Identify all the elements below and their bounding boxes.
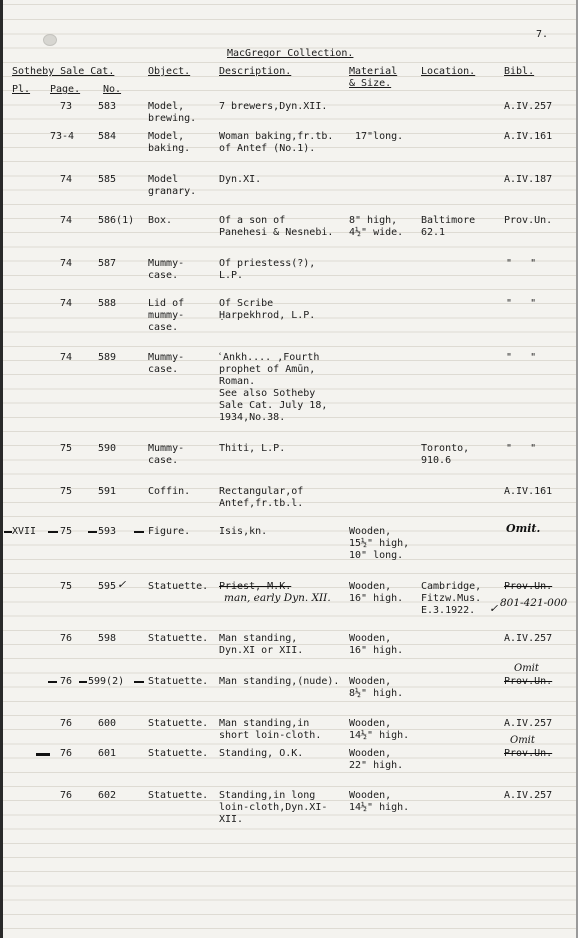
cell-description-struck: Priest, M.K. [219,581,292,592]
cell-material: Wooden, [349,526,392,537]
header-sotheby: Sotheby Sale Cat. [12,66,115,77]
cell-no: 587 [98,258,117,269]
cell-object: Statuette. [148,790,209,801]
cell-description: Ḥarpekhrod, L.P. [219,310,316,321]
cell-page: 75 [60,443,73,454]
cell-material: 16" high. [349,645,404,656]
cell-no: 586(1) [98,215,135,226]
strike-dash [4,531,12,533]
cell-object: Model, [148,101,185,112]
cell-location: Cambridge, [421,581,482,592]
cell-object: Mummy- [148,258,185,269]
cell-object: case. [148,455,179,466]
cell-description: Standing, O.K. [219,748,304,759]
cell-no: 589 [98,352,117,363]
cell-description: Sale Cat. July 18, [219,400,328,411]
strike-dash [134,531,144,533]
cell-no: 595 [98,581,117,592]
page-number: 7. [536,29,549,40]
cell-object: baking. [148,143,191,154]
cell-object: brewing. [148,113,197,124]
cell-material: 22" high. [349,760,404,771]
cell-description: Rectangular,of [219,486,304,497]
cell-material: Wooden, [349,718,392,729]
strike-dash [48,531,58,533]
strike-dash [48,681,57,683]
cell-description: Man standing,in [219,718,310,729]
cell-page: 76 [60,748,73,759]
cell-page: 73-4 [50,131,75,142]
cell-page: 76 [60,718,73,729]
cell-no: 585 [98,174,117,185]
header-bibl: Bibl. [504,66,535,77]
cell-page: 74 [60,298,73,309]
cell-bibl: A.IV.257 [504,790,553,801]
handwritten-correction: man, early Dyn. XII. [224,592,331,604]
cell-pl: XVII [12,526,37,537]
cell-object: Statuette. [148,676,209,687]
cell-page: 73 [60,101,73,112]
cell-no: 602 [98,790,117,801]
cell-bibl-struck: Prov.Un. [504,581,553,592]
cell-page: 76 [60,790,73,801]
cell-bibl: " " [506,258,537,269]
cell-location: Baltimore [421,215,476,226]
cell-object: Mummy- [148,443,185,454]
cell-material: 8" high, [349,215,398,226]
cell-description: Isis,kn. [219,526,268,537]
handwritten-omit: Omit [514,663,539,674]
handwritten-omit: Omit. [506,522,541,535]
cell-description: Of Scribe [219,298,274,309]
cell-bibl: " " [506,352,537,363]
cell-description: Man standing,(nude). [219,676,340,687]
cell-no: 591 [98,486,117,497]
cell-description: 7 brewers,Dyn.XII. [219,101,328,112]
cell-material: 16" high. [349,593,404,604]
cell-page: 76 [60,633,73,644]
cell-no: 584 [98,131,117,142]
cell-bibl-struck: Prov.Un. [504,748,553,759]
cell-no: 599(2) [88,676,125,687]
cell-bibl: " " [506,443,537,454]
cell-object: granary. [148,186,197,197]
cell-object: Coffin. [148,486,191,497]
cell-description: Antef,fr.tb.l. [219,498,304,509]
strike-dash [36,753,50,756]
cell-object: Statuette. [148,748,209,759]
cell-object: Model, [148,131,185,142]
handwritten-tick: ✓ [117,578,127,591]
cell-page: 74 [60,352,73,363]
cell-no: 601 [98,748,117,759]
cell-bibl: A.IV.257 [504,101,553,112]
handwritten-omit: Omit [510,735,535,746]
cell-object: case. [148,270,179,281]
cell-object: Box. [148,215,173,226]
cell-object: Lid of [148,298,185,309]
punch-hole [43,34,57,46]
cell-description: of Antef (No.1). [219,143,316,154]
header-size: & Size. [349,78,392,89]
cell-material: 14½" high. [349,730,410,741]
cell-description: Of priestess(?), [219,258,316,269]
cell-description: prophet of Amūn, [219,364,316,375]
cell-no: 600 [98,718,117,729]
cell-bibl: A.IV.257 [504,633,553,644]
strike-dash [134,681,144,683]
cell-description: Man standing, [219,633,298,644]
cell-bibl-struck: Prov.Un. [504,676,553,687]
cell-location: E.3.1922. [421,605,476,616]
left-page-edge [0,0,3,938]
cell-description: Dyn.XI. [219,174,262,185]
strike-dash [79,681,87,683]
cell-object: Statuette. [148,581,209,592]
cell-description: ʿAnkh.... ,Fourth [217,352,320,363]
cell-bibl: A.IV.187 [504,174,553,185]
cell-material: 14½" high. [349,802,410,813]
cell-object: Statuette. [148,633,209,644]
cell-location: 910.6 [421,455,452,466]
cell-page: 75 [60,526,73,537]
cell-description: See also Sotheby [219,388,316,399]
cell-description: Thiti, L.P. [219,443,286,454]
cell-object: Figure. [148,526,191,537]
cell-page: 75 [60,581,73,592]
handwritten-tick: ✓ [489,602,499,615]
cell-bibl: A.IV.257 [504,718,553,729]
cell-description: XII. [219,814,244,825]
cell-material: 10" long. [349,550,404,561]
cell-object: mummy- [148,310,185,321]
cell-no: 583 [98,101,117,112]
cell-description: Panehesi & Nesnebi. [219,227,334,238]
page-title: MacGregor Collection. [227,48,354,59]
cell-material: Wooden, [349,633,392,644]
cell-material: Wooden, [349,676,392,687]
header-description: Description. [219,66,292,77]
cell-material: Wooden, [349,790,392,801]
cell-object: Statuette. [148,718,209,729]
cell-location: Fitzw.Mus. [421,593,482,604]
header-no: No. [103,84,122,95]
cell-description: Roman. [219,376,256,387]
cell-no: 590 [98,443,117,454]
cell-object: case. [148,364,179,375]
header-object: Object. [148,66,191,77]
cell-object: case. [148,322,179,333]
cell-object: Mummy- [148,352,185,363]
cell-material: 8½" high. [349,688,404,699]
cell-description: 1934,No.38. [219,412,286,423]
cell-material: 17"long. [355,131,404,142]
cell-page: 75 [60,486,73,497]
cell-bibl: Prov.Un. [504,215,553,226]
cell-description: Standing,in long [219,790,316,801]
cell-no: 593 [98,526,117,537]
cell-material: 15½" high, [349,538,410,549]
header-location: Location. [421,66,476,77]
cell-description: loin-cloth,Dyn.XI- [219,802,328,813]
cell-material: Wooden, [349,748,392,759]
cell-bibl: A.IV.161 [504,486,553,497]
handwritten-number: 801-421-000 [500,597,568,609]
cell-no: 598 [98,633,117,644]
cell-page: 74 [60,174,73,185]
cell-material: Wooden, [349,581,392,592]
header-pl: Pl. [12,84,31,95]
cell-description: L.P. [219,270,244,281]
cell-location: 62.1 [421,227,446,238]
cell-description: Woman baking,fr.tb. [219,131,334,142]
cell-page: 74 [60,215,73,226]
cell-location: Toronto, [421,443,470,454]
header-material: Material [349,66,398,77]
cell-page: 74 [60,258,73,269]
cell-bibl: A.IV.161 [504,131,553,142]
cell-bibl: " " [506,298,537,309]
cell-page: 76 [60,676,73,687]
cell-description: short loin-cloth. [219,730,322,741]
cell-object: Model [148,174,179,185]
cell-description: Of a son of [219,215,286,226]
header-page: Page. [50,84,81,95]
cell-material: 4½" wide. [349,227,404,238]
strike-dash [88,531,97,533]
cell-description: Dyn.XI or XII. [219,645,304,656]
cell-no: 588 [98,298,117,309]
